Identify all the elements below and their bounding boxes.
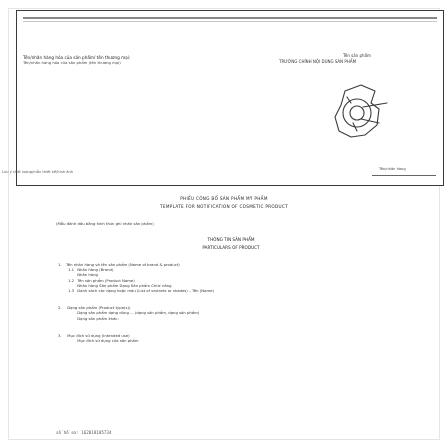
label-left-text [23, 55, 233, 65]
label-footer-line: Lưu ý chất lượng/mẫu thiết kế/hình ảnh [2, 170, 74, 174]
list-item: Nhãn hàng [77, 272, 98, 278]
product-sketch-icon [317, 73, 397, 153]
signature-caption: Tên/nhãn hàng [379, 167, 406, 171]
label-top-rule [23, 17, 437, 19]
list-item: Dạng sản phẩm dạng dùng ... (dạng sản phẩm, dạng sản phẩm) [77, 310, 200, 316]
signature-line [372, 175, 436, 176]
label-left-line2: Tên/nhãn hàng hóa của sản phẩm (tên thương mại) [23, 60, 121, 65]
particulars-list [58, 262, 398, 343]
list-item: 1. Tên nhãn hàng và tên sản phẩm (Name of brand & product) [58, 262, 180, 267]
document-title-vi: PHIẾU CÔNG BỐ SẢN PHẨM MỸ PHẨM [180, 196, 268, 201]
document-footer-number: số hồ sơ: 162018105734 [56, 430, 112, 435]
section-heading-vi: THÔNG TIN SẢN PHẨM [207, 237, 255, 242]
list-item: 1.2 Tên sản phẩm (Product Name) [68, 277, 135, 283]
list-item: 1.1 Nhãn hàng (Brand) [68, 267, 114, 273]
list-item: Dạng sản phẩm khác: [77, 315, 119, 321]
document-intro: (Mẫu đánh dấu bằng hình thức ghi nhãn sản phẩm) [56, 221, 154, 226]
list-item: 1.3 Danh sách các dạng hoặc màu (List of variants or shades) – Tên (Name) [68, 288, 214, 294]
document-title-en: TEMPLATE FOR NOTIFICATION OF COSMETIC PRODUCT [160, 204, 288, 209]
list-spacer [58, 293, 398, 305]
list-item: 3. Mục đích sử dụng (Intended use) [58, 332, 130, 338]
label-right-line2: TRƯỜNG CHÍNH NỘI DUNG SẢN PHẨM [279, 59, 357, 64]
section-heading-en: PARTICULARS OF PRODUCT [202, 245, 260, 250]
label-right-text [279, 53, 429, 65]
list-item: Nhãn hàng Sản phẩm Dạng Sản phẩm Chức năng [77, 282, 172, 288]
list-item: Mục đích sử dụng của sản phẩm [77, 338, 139, 344]
label-left-line1: Tên/nhãn hàng hóa của sản phẩm/ tên thương mại: [23, 55, 131, 60]
list-item: 2. Dạng sản phẩm (Product type(s)) [58, 305, 131, 311]
label-right-line1: Tên sản phẩm [343, 53, 371, 58]
label-top-rule-thin [23, 21, 437, 22]
label-preview-box [16, 10, 444, 186]
list-spacer [58, 321, 398, 333]
